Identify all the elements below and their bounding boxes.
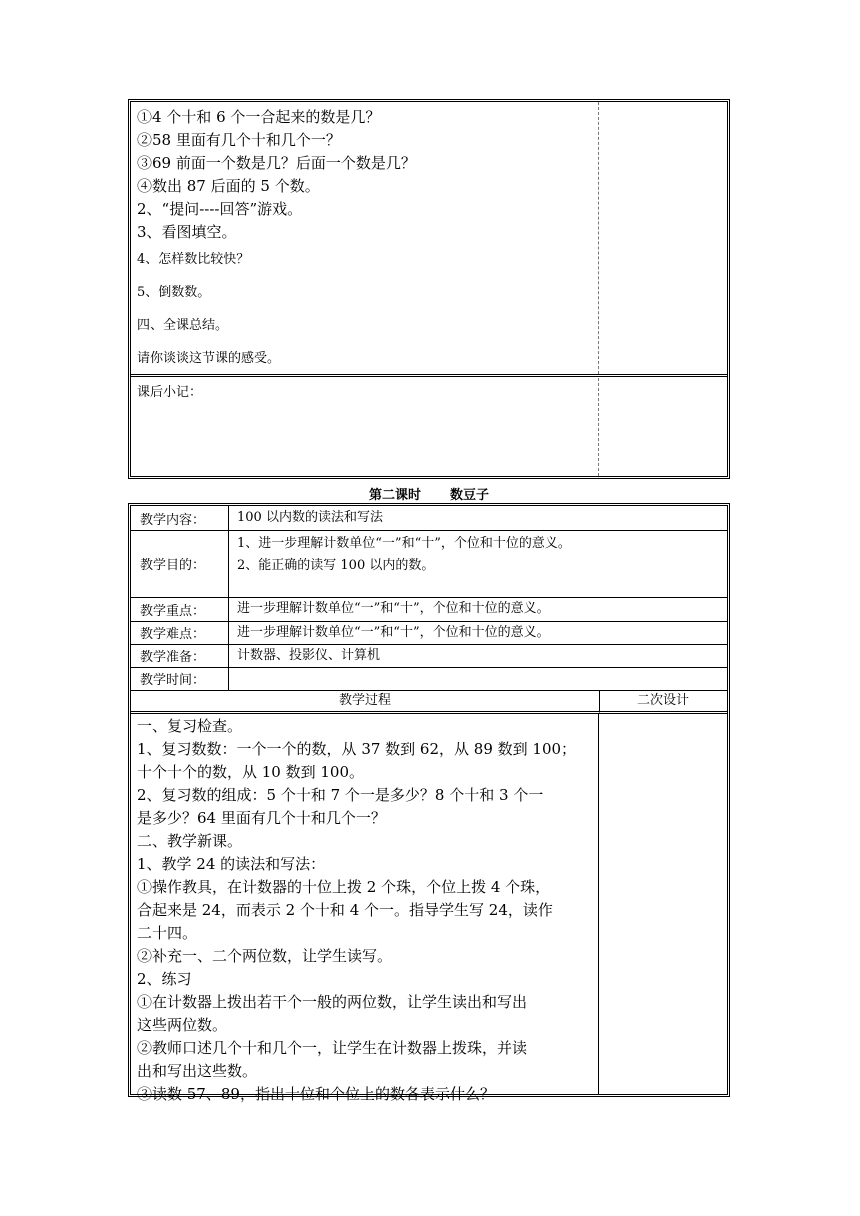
process-line: 出和写出这些数。 [137,1062,258,1080]
process-line: 2、复习数的组成：5 个十和 7 个一是多少？8 个十和 3 个一 [137,786,544,804]
row-divider [131,374,727,377]
info-label: 教学目的： [131,530,229,597]
previous-lesson-table [128,99,730,479]
after-class-notes-cell [131,378,599,476]
second-design-header: 二次设计 [599,691,727,714]
objective-line: 1、进一步理解计数单位“一”和“十”，个位和十位的意义。 [237,536,571,551]
content-line: ①4 个十和 6 个一合起来的数是几？ [137,108,381,126]
second-design-cell [599,714,727,1094]
info-row [131,667,727,690]
process-section [131,690,727,1103]
process-line: 这些两位数。 [137,1016,228,1034]
process-line: 1、教学 24 的读法和写法： [137,855,326,873]
info-row [131,644,727,668]
info-label: 教学重点： [131,597,229,621]
info-value [229,667,727,690]
lesson-content-cell [131,102,599,374]
process-line: 2、练习 [137,970,192,988]
notes-label: 课后小记： [137,385,203,400]
process-line: ①在计数器上拨出若干个一般的两位数，让学生读出和写出 [137,993,528,1011]
process-line: 十个十个的数，从 10 数到 100。 [137,763,365,781]
info-row [131,530,727,598]
lesson-topic: 数豆子 [450,488,490,503]
info-label: 教学难点： [131,621,229,644]
process-line: 是多少？64 里面有几个十和几个一？ [137,809,386,827]
process-line: ②教师口述几个十和几个一，让学生在计数器上拨珠，并读 [137,1039,528,1057]
content-line: 5、倒数数。 [137,285,211,300]
process-body [131,714,599,1103]
objective-line: 2、能正确的读写 100 以内的数。 [237,558,435,573]
info-value: 100 以内数的读法和写法 [237,510,383,525]
content-line: ②58 里面有几个十和几个一？ [137,131,341,149]
process-header: 教学过程 [131,691,600,714]
process-line: 二十四。 [137,924,198,942]
info-row [131,506,727,531]
process-line: ②补充一、二个两位数，让学生读写。 [137,947,393,965]
info-value: 计数器、投影仪、计算机 [237,648,381,663]
process-line: 1、复习数数：一个一个的数，从 37 数到 62，从 89 数到 100； [137,740,577,758]
content-line: 请你谈谈这节课的感受。 [137,351,281,366]
info-value: 进一步理解计数单位“一”和“十”，个位和十位的意义。 [237,625,550,640]
info-row [131,621,727,645]
process-line: ③读数 57、89，指出十位和个位上的数各表示什么？ [137,1085,495,1103]
second-design-cell [599,102,727,374]
lesson-number: 第二课时 [368,488,421,503]
content-line: 4、怎样数比较快？ [137,252,250,267]
info-value [229,530,727,597]
info-row [131,597,727,622]
content-line: ④数出 87 后面的 5 个数。 [137,177,320,195]
content-line: 四、全课总结。 [137,318,229,333]
lesson-plan-table [128,503,730,1103]
info-value: 进一步理解计数单位“一”和“十”，个位和十位的意义。 [237,601,550,616]
info-label: 教学准备： [131,644,229,667]
process-line: ①操作教具，在计数器的十位上拨 2 个珠，个位上拨 4 个珠， [137,878,551,896]
process-line: 合起来是 24，而表示 2 个十和 4 个一。指导学生写 24，读作 [137,901,553,919]
process-line: 一、复习检查。 [137,717,243,735]
content-line: 2、“提问----回答”游戏。 [137,200,303,218]
content-line: 3、看图填空。 [137,223,237,241]
process-line: 二、教学新课。 [137,832,243,850]
info-label: 教学时间： [131,667,229,690]
section-title [128,484,730,503]
content-line: ③69 前面一个数是几？后面一个数是几？ [137,154,416,172]
info-label: 教学内容： [131,506,229,530]
